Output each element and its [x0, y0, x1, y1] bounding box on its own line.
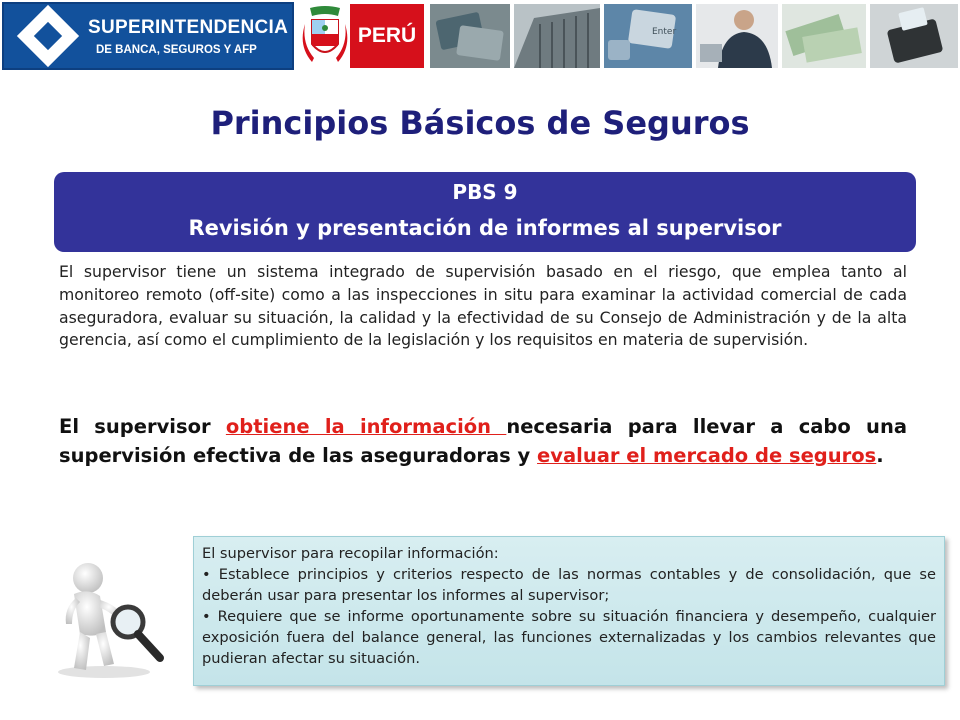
building-photo-icon — [514, 4, 600, 68]
sbs-logo-mark-icon — [17, 5, 79, 67]
peru-badge — [350, 4, 424, 68]
slide-title: Principios Básicos de Seguros — [210, 104, 750, 142]
highlight-obtiene-informacion: obtiene la información — [225, 415, 507, 438]
cards-photo-icon — [430, 4, 510, 68]
pbs-header-box — [54, 172, 916, 252]
pbs-subtitle: Revisión y presentación de informes al supervisor — [188, 216, 782, 240]
logo-title: SUPERINTENDENCIA — [88, 17, 289, 38]
info-bullet: • Establece principios y criterios respecto de las normas contables y de consolidación, que se deberán usar para presentar los informes al supervisor; — [202, 566, 936, 604]
sbs-logo — [2, 2, 294, 70]
peru-coat-of-arms-icon — [302, 4, 348, 68]
emphasis-paragraph — [59, 412, 907, 470]
logo-subtitle: DE BANCA, SEGUROS Y AFP — [96, 44, 257, 56]
info-heading: El supervisor para recopilar información: — [202, 545, 499, 562]
emphasis-text: . — [876, 444, 884, 467]
emphasis-text: necesaria para llevar a cabo una supervisión efectiva de las aseguradoras y — [59, 415, 907, 467]
info-bullet: • Requiere que se informe oportunamente sobre su situación financiera y desempeño, cualquier exposición fuera del balance general, las funciones externalizadas y los cambios relevantes que pudieran afectar su situación. — [202, 608, 936, 667]
emphasis-text: El supervisor — [59, 415, 226, 438]
card-terminal-photo-icon — [870, 4, 958, 68]
body-paragraph: El supervisor tiene un sistema integrado de supervisión basado en el riesgo, que emplea tanto al monitoreo remoto (off-site) como a las inspecciones in situ para examinar la actividad comercial de cada aseguradora, evaluar su situación, la calidad y la efectividad de su Consejo de Administración y de la alta gerencia, así como el cumplimiento de la legislación y los requisitos en materia de supervisión. — [59, 262, 907, 350]
highlight-evaluar-mercado: evaluar el mercado de seguros — [537, 444, 877, 467]
businessman-photo-icon — [696, 4, 778, 68]
peru-label: PERÚ — [357, 24, 417, 47]
magnifying-glass-figure-icon — [44, 548, 168, 680]
svg-text:Enter: Enter — [652, 27, 677, 37]
money-photo-icon — [782, 4, 866, 68]
info-box — [193, 536, 945, 686]
keyboard-photo-icon — [604, 4, 692, 68]
pbs-number: PBS 9 — [452, 180, 518, 204]
header-banner — [0, 0, 960, 74]
